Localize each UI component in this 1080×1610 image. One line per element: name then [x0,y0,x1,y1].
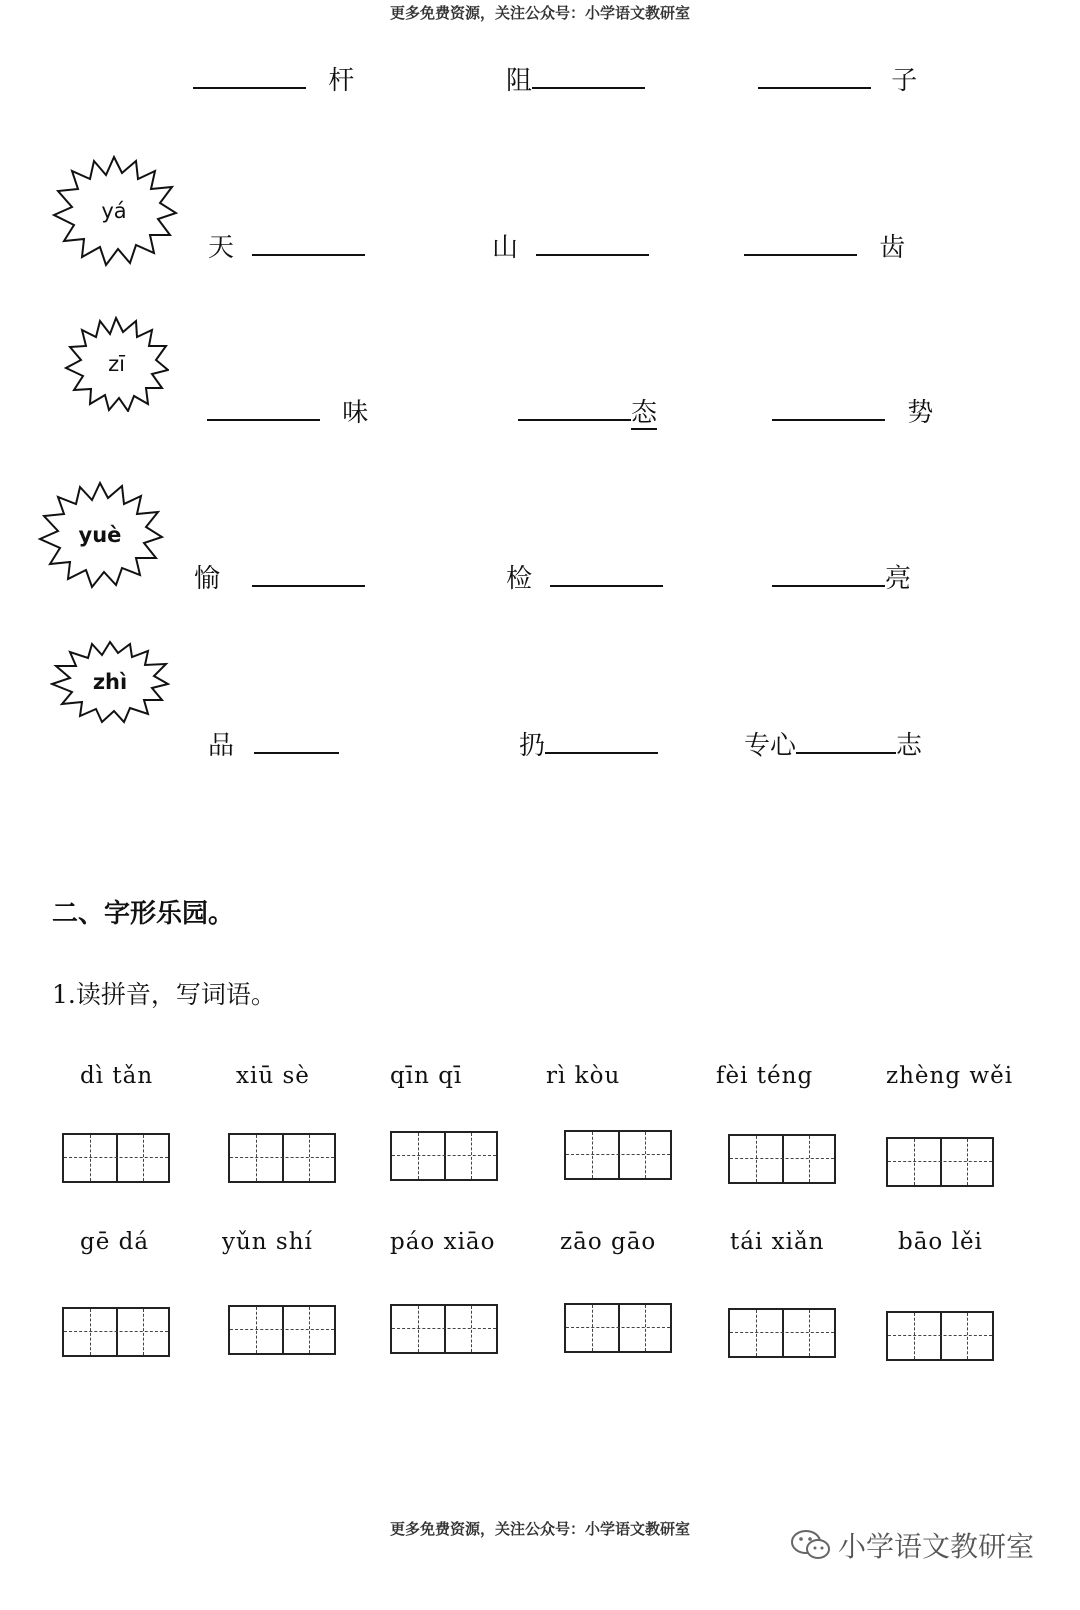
writing-grid[interactable] [390,1304,498,1354]
header-note: 更多免费资源，关注公众号：小学语文教研室 [389,4,690,22]
writing-grid[interactable] [390,1131,498,1181]
blank-line[interactable] [744,232,857,256]
blank-line[interactable] [252,563,365,587]
blank-line[interactable] [796,730,896,754]
pinyin-prompt: bāo lěi [898,1229,983,1255]
writing-grid[interactable] [62,1307,170,1357]
writing-grid[interactable] [728,1134,836,1184]
pinyin-prompt: dì tǎn [80,1063,154,1089]
char-label: 天 [208,233,235,263]
fill-blank-item [194,558,365,595]
char-label: 齿 [879,233,906,263]
fill-blank-item [506,60,645,97]
blank-line[interactable] [254,730,339,754]
writing-grid[interactable] [886,1311,994,1361]
writing-grid[interactable] [886,1137,994,1187]
pinyin-label: zhì [92,670,128,694]
char-label: 志 [896,731,923,761]
char-label: 子 [891,66,918,96]
blank-line[interactable] [207,397,320,421]
watermark-text: 小学语文教研室 [838,1530,1035,1563]
pinyin-prompt: qīn qī [390,1063,463,1089]
pinyin-prompt: zhèng wěi [886,1063,1014,1089]
blank-line[interactable] [532,65,645,89]
writing-grid[interactable] [564,1303,672,1353]
fill-blank-item [207,392,368,429]
pinyin-prompt: fèi téng [716,1063,814,1089]
char-label: 势 [907,398,934,428]
fill-blank-item [744,725,922,762]
pinyin-prompt: gē dá [80,1229,150,1255]
watermark [790,1525,1034,1565]
pinyin-prompt: zāo gāo [560,1229,657,1255]
writing-grid[interactable] [228,1305,336,1355]
pinyin-label: yuè [78,523,122,547]
fill-blank-item [506,558,663,595]
pinyin-burst [64,316,169,412]
blank-line[interactable] [758,65,871,89]
instruction: 1.读拼音，写词语。 [52,980,276,1009]
fill-blank-item [492,227,649,264]
pinyin-burst [50,155,178,267]
blank-line[interactable] [550,563,663,587]
fill-blank-item [772,392,933,429]
section-title: 二、字形乐园。 [52,899,235,929]
blank-line[interactable] [536,232,649,256]
char-label: 山 [492,233,519,263]
blank-line[interactable] [518,397,631,421]
pinyin-burst [50,640,170,724]
footer-note: 更多免费资源，关注公众号：小学语文教研室 [389,1520,690,1538]
fill-blank-item [758,60,917,97]
fill-blank-item [744,227,905,264]
char-label: 阻 [506,66,533,96]
fill-blank-item [518,392,657,429]
wechat-icon [790,1529,832,1561]
char-label: 亮 [885,564,912,594]
char-label: 扔 [519,731,546,761]
char-label: 味 [342,398,369,428]
blank-line[interactable] [545,730,658,754]
char-label: 态 [631,398,658,428]
char-label: 品 [208,731,235,761]
fill-blank-item [772,558,911,595]
char-label: 愉 [194,564,221,594]
fill-blank-item [193,60,354,97]
pinyin-prompt: yǔn shí [222,1229,313,1255]
pinyin-burst [36,481,164,589]
pinyin-prompt: rì kòu [546,1063,621,1089]
blank-line[interactable] [193,65,306,89]
pinyin-prompt: páo xiāo [390,1229,496,1255]
char-label: 检 [506,564,533,594]
fill-blank-item [208,725,339,762]
pinyin-label: yá [101,199,127,223]
pinyin-prompt: xiū sè [236,1063,310,1089]
blank-line[interactable] [252,232,365,256]
writing-grid[interactable] [564,1130,672,1180]
writing-grid[interactable] [62,1133,170,1183]
pinyin-label: zī [108,352,125,376]
pinyin-prompt: tái xiǎn [730,1229,825,1255]
blank-line[interactable] [772,397,885,421]
writing-grid[interactable] [728,1308,836,1358]
blank-line[interactable] [772,563,885,587]
fill-blank-item [519,725,658,762]
char-label: 杆 [328,66,355,96]
writing-grid[interactable] [228,1133,336,1183]
fill-blank-item [208,227,365,264]
char-label: 专心 [744,731,797,761]
